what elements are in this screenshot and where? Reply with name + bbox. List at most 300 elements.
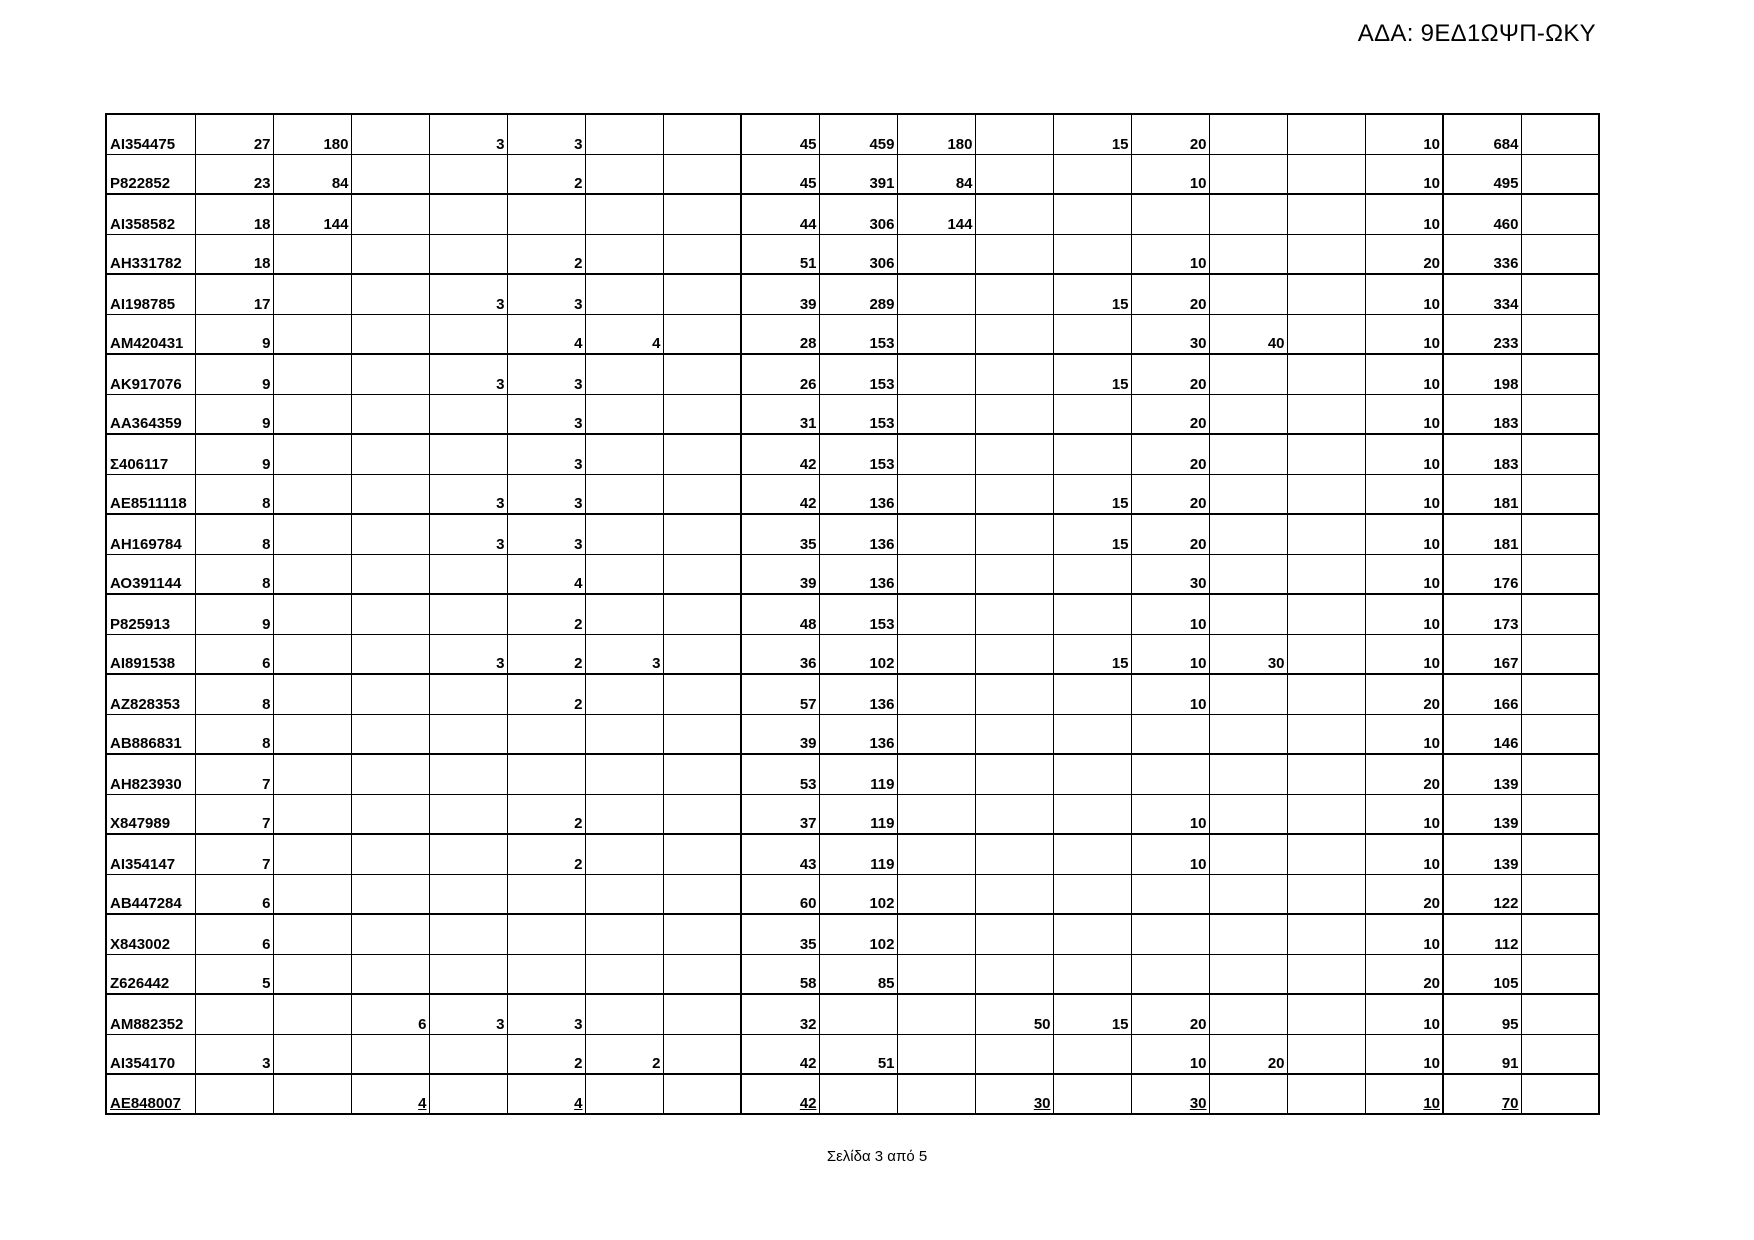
score-cell <box>351 874 429 914</box>
score-cell <box>1209 274 1287 314</box>
score-cell <box>1209 114 1287 154</box>
score-cell <box>663 434 741 474</box>
score-cell: 198 <box>1443 354 1521 394</box>
score-cell: 139 <box>1443 834 1521 874</box>
score-cell <box>1053 754 1131 794</box>
score-cell: 10 <box>1365 1074 1443 1114</box>
score-cell <box>273 914 351 954</box>
score-cell: 102 <box>819 914 897 954</box>
score-cell <box>1287 514 1365 554</box>
score-cell <box>663 234 741 274</box>
score-cell: 95 <box>1443 994 1521 1034</box>
table-row <box>106 394 1599 434</box>
score-cell <box>1209 954 1287 994</box>
score-cell: 3 <box>507 474 585 514</box>
score-cell <box>351 554 429 594</box>
score-cell: 10 <box>1131 594 1209 634</box>
score-cell <box>429 554 507 594</box>
table-row <box>106 594 1599 634</box>
table-row <box>106 514 1599 554</box>
score-cell: 6 <box>351 994 429 1034</box>
score-cell: 3 <box>429 474 507 514</box>
score-cell: 167 <box>1443 634 1521 674</box>
score-cell <box>663 714 741 754</box>
score-cell <box>273 1034 351 1074</box>
score-cell: 10 <box>1131 1034 1209 1074</box>
score-cell: 102 <box>819 874 897 914</box>
score-cell <box>1521 514 1599 554</box>
score-cell <box>585 954 663 994</box>
score-cell <box>273 514 351 554</box>
table-row <box>106 874 1599 914</box>
score-cell <box>975 314 1053 354</box>
score-cell: 2 <box>585 1034 663 1074</box>
applicant-id-cell: ΑΖ828353 <box>106 674 195 714</box>
score-cell: 35 <box>741 914 819 954</box>
score-cell: 20 <box>1131 434 1209 474</box>
score-cell <box>663 794 741 834</box>
score-cell <box>975 394 1053 434</box>
score-cell <box>1521 994 1599 1034</box>
score-cell <box>1521 434 1599 474</box>
score-cell <box>1209 354 1287 394</box>
score-cell <box>351 314 429 354</box>
score-cell: 6 <box>195 634 273 674</box>
score-cell <box>897 354 975 394</box>
score-cell <box>273 434 351 474</box>
score-cell: 10 <box>1365 594 1443 634</box>
score-cell: 31 <box>741 394 819 434</box>
score-cell <box>1053 394 1131 434</box>
score-cell: 20 <box>1365 874 1443 914</box>
applicant-id-cell: Ζ626442 <box>106 954 195 994</box>
score-cell: 10 <box>1365 154 1443 194</box>
score-cell: 10 <box>1365 554 1443 594</box>
score-cell <box>1209 994 1287 1034</box>
score-cell <box>351 434 429 474</box>
score-cell <box>273 274 351 314</box>
score-cell <box>351 594 429 634</box>
applicant-id-cell: ΑΙ891538 <box>106 634 195 674</box>
score-cell <box>897 1074 975 1114</box>
score-cell <box>351 794 429 834</box>
score-cell: 10 <box>1131 154 1209 194</box>
table-row <box>106 114 1599 154</box>
score-cell: 8 <box>195 514 273 554</box>
score-cell <box>1521 754 1599 794</box>
score-cell <box>273 874 351 914</box>
score-cell: 3 <box>507 274 585 314</box>
score-cell: 20 <box>1131 114 1209 154</box>
score-cell: 183 <box>1443 394 1521 434</box>
score-cell <box>1053 594 1131 634</box>
score-cell: 2 <box>507 674 585 714</box>
score-cell <box>273 394 351 434</box>
score-cell <box>1209 194 1287 234</box>
score-cell <box>1209 594 1287 634</box>
score-cell <box>429 394 507 434</box>
score-cell: 153 <box>819 354 897 394</box>
score-cell <box>663 314 741 354</box>
score-cell: 3 <box>429 354 507 394</box>
score-cell: 9 <box>195 394 273 434</box>
score-cell <box>195 1074 273 1114</box>
applicant-id-cell: ΑΒ447284 <box>106 874 195 914</box>
score-cell <box>507 874 585 914</box>
score-cell: 139 <box>1443 754 1521 794</box>
score-cell: 233 <box>1443 314 1521 354</box>
score-cell <box>1287 634 1365 674</box>
score-cell <box>273 834 351 874</box>
score-cell <box>1287 274 1365 314</box>
score-cell <box>663 274 741 314</box>
score-cell <box>1287 594 1365 634</box>
score-cell <box>1209 234 1287 274</box>
score-cell <box>585 194 663 234</box>
score-cell: 119 <box>819 834 897 874</box>
score-cell <box>1209 874 1287 914</box>
score-cell <box>975 114 1053 154</box>
score-cell <box>1131 874 1209 914</box>
applicant-id-cell: ΑΚ917076 <box>106 354 195 394</box>
score-cell <box>585 274 663 314</box>
score-cell <box>897 954 975 994</box>
score-cell <box>1521 594 1599 634</box>
score-cell: 20 <box>1131 274 1209 314</box>
score-cell: 20 <box>1131 354 1209 394</box>
score-cell: 122 <box>1443 874 1521 914</box>
applicant-id-cell: Ρ825913 <box>106 594 195 634</box>
score-cell: 136 <box>819 474 897 514</box>
score-cell: 30 <box>1131 314 1209 354</box>
score-cell <box>897 994 975 1034</box>
score-cell <box>897 834 975 874</box>
score-cell: 10 <box>1365 274 1443 314</box>
score-cell <box>663 354 741 394</box>
score-cell: 2 <box>507 834 585 874</box>
score-cell <box>1521 674 1599 714</box>
score-cell <box>1521 954 1599 994</box>
score-cell <box>585 394 663 434</box>
score-cell: 40 <box>1209 314 1287 354</box>
score-cell: 18 <box>195 194 273 234</box>
score-cell: 7 <box>195 794 273 834</box>
score-cell <box>1053 434 1131 474</box>
score-cell: 20 <box>1131 474 1209 514</box>
score-cell <box>1209 794 1287 834</box>
score-cell: 183 <box>1443 434 1521 474</box>
score-cell <box>897 1034 975 1074</box>
score-cell <box>897 554 975 594</box>
score-cell: 5 <box>195 954 273 994</box>
score-cell <box>507 194 585 234</box>
score-cell: 44 <box>741 194 819 234</box>
score-cell <box>585 154 663 194</box>
score-cell <box>897 234 975 274</box>
score-cell: 119 <box>819 794 897 834</box>
score-cell: 3 <box>507 354 585 394</box>
score-cell <box>819 1074 897 1114</box>
score-cell: 30 <box>1131 554 1209 594</box>
score-cell <box>351 154 429 194</box>
score-cell <box>663 1034 741 1074</box>
score-cell <box>897 474 975 514</box>
score-cell <box>273 674 351 714</box>
score-cell: 91 <box>1443 1034 1521 1074</box>
score-cell: 684 <box>1443 114 1521 154</box>
score-cell <box>1521 274 1599 314</box>
score-cell: 10 <box>1365 714 1443 754</box>
applicant-id-cell: ΑΙ354147 <box>106 834 195 874</box>
table-row <box>106 954 1599 994</box>
score-cell: 39 <box>741 274 819 314</box>
score-cell <box>273 474 351 514</box>
score-cell: 2 <box>507 634 585 674</box>
score-cell: 42 <box>741 1034 819 1074</box>
score-cell: 15 <box>1053 274 1131 314</box>
score-cell: 9 <box>195 594 273 634</box>
score-cell: 85 <box>819 954 897 994</box>
table-row <box>106 794 1599 834</box>
score-cell <box>1287 554 1365 594</box>
score-cell: 3 <box>429 274 507 314</box>
score-cell <box>1521 114 1599 154</box>
score-cell <box>351 394 429 434</box>
score-cell <box>1287 354 1365 394</box>
score-cell: 136 <box>819 674 897 714</box>
score-cell: 6 <box>195 914 273 954</box>
score-cell <box>273 1074 351 1114</box>
score-cell: 15 <box>1053 354 1131 394</box>
score-cell: 10 <box>1365 394 1443 434</box>
score-cell <box>975 914 1053 954</box>
score-cell <box>273 554 351 594</box>
score-cell <box>429 1034 507 1074</box>
score-cell <box>1131 954 1209 994</box>
score-cell <box>1053 714 1131 754</box>
table-row <box>106 474 1599 514</box>
applicant-id-cell: ΑΑ364359 <box>106 394 195 434</box>
score-cell <box>1287 674 1365 714</box>
score-cell: 42 <box>741 1074 819 1114</box>
score-cell: 53 <box>741 754 819 794</box>
score-cell <box>507 954 585 994</box>
score-cell: 4 <box>507 1074 585 1114</box>
score-cell <box>273 594 351 634</box>
table-row <box>106 354 1599 394</box>
score-cell <box>585 474 663 514</box>
score-cell: 39 <box>741 554 819 594</box>
score-cell <box>1521 394 1599 434</box>
score-cell <box>1521 914 1599 954</box>
applicant-id-cell: ΑΗ169784 <box>106 514 195 554</box>
score-cell <box>975 754 1053 794</box>
score-cell <box>1209 714 1287 754</box>
score-cell: 3 <box>507 114 585 154</box>
score-cell <box>1209 154 1287 194</box>
applicant-id-cell: ΑΕ8511118 <box>106 474 195 514</box>
score-cell: 43 <box>741 834 819 874</box>
score-cell <box>975 1034 1053 1074</box>
score-cell <box>1521 1074 1599 1114</box>
score-cell <box>975 194 1053 234</box>
score-cell <box>1053 914 1131 954</box>
score-cell <box>897 914 975 954</box>
score-cell <box>1209 394 1287 434</box>
score-cell: 20 <box>1131 514 1209 554</box>
score-cell <box>663 674 741 714</box>
score-cell <box>585 114 663 154</box>
score-cell: 10 <box>1365 194 1443 234</box>
score-cell: 153 <box>819 594 897 634</box>
applicant-id-cell: ΑΒ886831 <box>106 714 195 754</box>
score-cell <box>975 514 1053 554</box>
score-cell <box>585 994 663 1034</box>
score-cell <box>351 354 429 394</box>
score-cell: 144 <box>273 194 351 234</box>
score-cell: 306 <box>819 234 897 274</box>
score-cell: 3 <box>507 994 585 1034</box>
applicant-id-cell: ΑΟ391144 <box>106 554 195 594</box>
score-cell: 3 <box>507 394 585 434</box>
score-cell: 10 <box>1131 794 1209 834</box>
score-cell <box>351 514 429 554</box>
score-cell <box>1053 194 1131 234</box>
table-row <box>106 1034 1599 1074</box>
applicant-id-cell: ΑΜ420431 <box>106 314 195 354</box>
score-cell: 336 <box>1443 234 1521 274</box>
score-cell <box>897 794 975 834</box>
score-cell <box>1521 194 1599 234</box>
score-cell <box>1287 914 1365 954</box>
score-cell: 36 <box>741 634 819 674</box>
score-cell: 51 <box>741 234 819 274</box>
score-cell <box>1053 674 1131 714</box>
score-cell <box>351 114 429 154</box>
score-cell <box>1287 234 1365 274</box>
score-cell <box>1287 874 1365 914</box>
score-cell <box>429 1074 507 1114</box>
score-cell <box>897 434 975 474</box>
score-cell <box>1053 834 1131 874</box>
score-cell: 9 <box>195 354 273 394</box>
score-cell: 7 <box>195 834 273 874</box>
score-cell <box>1287 754 1365 794</box>
score-cell <box>897 594 975 634</box>
score-cell: 180 <box>897 114 975 154</box>
score-cell <box>429 754 507 794</box>
score-cell: 181 <box>1443 474 1521 514</box>
score-cell <box>585 874 663 914</box>
score-cell <box>1287 434 1365 474</box>
score-cell <box>975 634 1053 674</box>
score-cell: 146 <box>1443 714 1521 754</box>
score-cell <box>429 434 507 474</box>
score-cell: 20 <box>1131 994 1209 1034</box>
score-cell: 10 <box>1365 514 1443 554</box>
score-cell: 20 <box>1365 954 1443 994</box>
score-cell <box>273 314 351 354</box>
score-cell <box>897 754 975 794</box>
applicants-score-table <box>105 113 1600 1115</box>
score-cell <box>351 634 429 674</box>
applicant-id-cell: ΑΗ331782 <box>106 234 195 274</box>
score-cell <box>663 194 741 234</box>
table-row <box>106 554 1599 594</box>
score-cell <box>1521 714 1599 754</box>
table-row <box>106 154 1599 194</box>
score-cell <box>1287 154 1365 194</box>
score-cell: 180 <box>273 114 351 154</box>
score-cell <box>1209 474 1287 514</box>
score-cell <box>1521 234 1599 274</box>
score-cell: 10 <box>1365 354 1443 394</box>
score-cell: 26 <box>741 354 819 394</box>
applicant-id-cell: ΑΙ198785 <box>106 274 195 314</box>
score-cell <box>663 994 741 1034</box>
table-row <box>106 754 1599 794</box>
score-cell: 144 <box>897 194 975 234</box>
score-cell: 10 <box>1131 634 1209 674</box>
score-cell: 10 <box>1365 794 1443 834</box>
score-cell <box>1131 714 1209 754</box>
score-cell: 57 <box>741 674 819 714</box>
score-cell <box>507 754 585 794</box>
applicant-id-cell: ΑΗ823930 <box>106 754 195 794</box>
score-cell: 460 <box>1443 194 1521 234</box>
table-row <box>106 1074 1599 1114</box>
score-cell: 10 <box>1365 1034 1443 1074</box>
score-cell <box>1287 954 1365 994</box>
score-cell <box>663 834 741 874</box>
score-cell <box>975 234 1053 274</box>
score-cell <box>429 154 507 194</box>
score-cell <box>1131 194 1209 234</box>
score-cell: 10 <box>1365 994 1443 1034</box>
score-cell <box>273 794 351 834</box>
score-cell: 60 <box>741 874 819 914</box>
score-cell: 17 <box>195 274 273 314</box>
score-cell: 3 <box>429 514 507 554</box>
score-cell <box>663 754 741 794</box>
score-cell <box>351 754 429 794</box>
score-cell <box>663 874 741 914</box>
score-cell <box>975 594 1053 634</box>
score-cell <box>429 874 507 914</box>
score-cell <box>1521 354 1599 394</box>
score-cell: 35 <box>741 514 819 554</box>
score-cell <box>1209 434 1287 474</box>
score-cell <box>585 594 663 634</box>
score-cell <box>351 714 429 754</box>
score-cell <box>975 954 1053 994</box>
score-cell: 6 <box>195 874 273 914</box>
score-cell <box>1521 474 1599 514</box>
score-cell <box>1053 1034 1131 1074</box>
score-cell <box>663 1074 741 1114</box>
table-row <box>106 274 1599 314</box>
score-cell <box>351 474 429 514</box>
score-cell <box>1287 1074 1365 1114</box>
score-cell: 84 <box>273 154 351 194</box>
score-cell <box>1287 714 1365 754</box>
score-cell <box>351 274 429 314</box>
score-cell <box>1521 154 1599 194</box>
score-cell: 9 <box>195 314 273 354</box>
score-cell <box>585 514 663 554</box>
score-cell <box>1053 314 1131 354</box>
score-cell <box>1209 754 1287 794</box>
